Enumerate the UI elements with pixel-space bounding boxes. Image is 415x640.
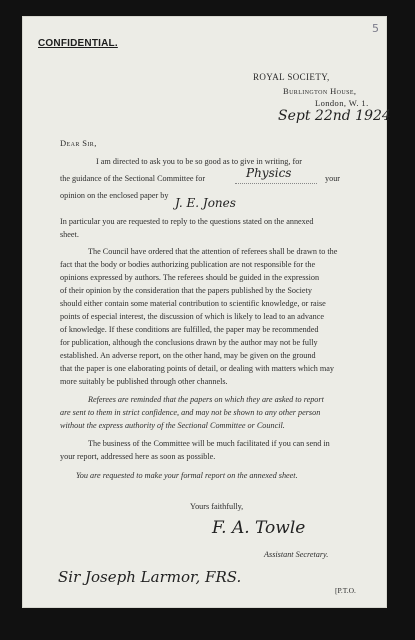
request-line-2b: your [325, 174, 341, 183]
para5-line: The business of the Committee will be much facilitated if you can send in [88, 439, 330, 448]
committee-blank [235, 183, 317, 184]
para3-line: established. An adverse report, on the other hand, may be given on the ground [60, 351, 316, 360]
para3-line: fact that the body or bodies authorizing publication are not responsible for the [60, 260, 316, 269]
request-line-2a: the guidance of the Sectional Committee for [60, 174, 206, 183]
para3-line: that the paper is one elaborating points of detail, or dealing with matters which may [60, 364, 334, 373]
address-org: ROYAL SOCIETY, [253, 72, 330, 82]
handwritten-signature: F. A. Towle [212, 518, 306, 538]
para3-line: of their opinion by the consideration that the papers published by the Society [60, 286, 312, 295]
pto-note: [P.T.O. [335, 586, 356, 595]
salutation: Dear Sir, [60, 138, 97, 148]
address-house: Burlington House, [283, 86, 357, 96]
para2-line: In particular you are requested to reply to the questions stated on the annexed [60, 217, 314, 226]
handwritten-author: J. E. Jones [175, 196, 236, 210]
handwritten-date: Sept 22nd 1924 [278, 108, 391, 124]
para4-line: are sent to them in strict confidence, and may not be shown to any other person [60, 408, 321, 417]
page-number: 5 [372, 22, 379, 35]
handwritten-committee: Physics [246, 166, 292, 180]
handwritten-recipient: Sir Joseph Larmor, FRS. [58, 568, 242, 586]
formal-report-note: You are requested to make your formal report on the annexed sheet. [76, 471, 298, 480]
request-line-1: I am directed to ask you to be so good as to give in writing, for [96, 157, 303, 166]
para3-line: for publication, although the conclusions drawn by the author may not be fully [60, 338, 318, 347]
confidential-heading: CONFIDENTIAL. [38, 38, 118, 49]
signatory-title: Assistant Secretary. [264, 550, 329, 559]
para3-line: more suitably be published through other channels. [60, 377, 228, 386]
para3-line: opinions expressed by authors. The referees should be guided in the expression [60, 273, 320, 282]
closing: Yours faithfully, [190, 502, 244, 511]
para4-line: without the express authority of the Sectional Committee or Council. [60, 421, 285, 430]
para4-line: Referees are reminded that the papers on which they are asked to report [88, 395, 324, 404]
para3-line: of knowledge. If these conditions are fulfilled, the paper may be recommended [60, 325, 319, 334]
address-city: London, W. 1. [315, 98, 369, 108]
para3-line: should either contain some material contribution to scientific knowledge, or raise [60, 299, 326, 308]
request-line-3: opinion on the enclosed paper by [60, 191, 169, 200]
para5-line: your report, addressed here as soon as possible. [60, 452, 216, 461]
para2-line: sheet. [60, 230, 79, 239]
para3-line: The Council have ordered that the attention of referees shall be drawn to the [88, 247, 338, 256]
para3-line: points of especial interest, the discussion of which is likely to lead to an advance [60, 312, 324, 321]
